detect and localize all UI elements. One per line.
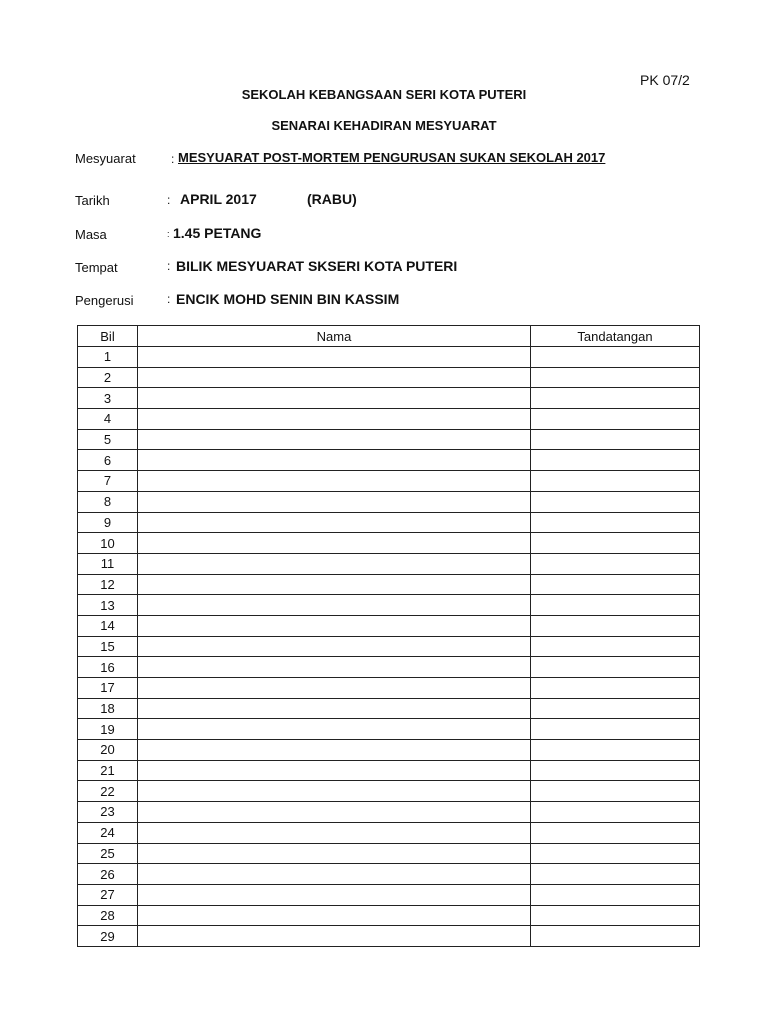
document-code: PK 07/2 xyxy=(640,72,690,88)
signature-cell[interactable] xyxy=(531,802,700,823)
header-tandatangan: Tandatangan xyxy=(531,326,700,347)
row-number: 27 xyxy=(78,884,138,905)
meeting-value: MESYUARAT POST-MORTEM PENGURUSAN SUKAN SEKOLAH 2017 xyxy=(178,150,606,165)
name-cell[interactable] xyxy=(138,884,531,905)
date-value: APRIL 2017 xyxy=(180,191,257,207)
signature-cell[interactable] xyxy=(531,905,700,926)
document-title: SENARAI KEHADIRAN MESYUARAT xyxy=(271,118,497,133)
table-row xyxy=(78,471,700,492)
table-row xyxy=(78,636,700,657)
date-day: (RABU) xyxy=(307,191,357,207)
date-label: Tarikh xyxy=(75,193,110,208)
time-value: 1.45 PETANG xyxy=(173,225,262,241)
row-number: 23 xyxy=(78,802,138,823)
name-cell[interactable] xyxy=(138,678,531,699)
row-number: 2 xyxy=(78,367,138,388)
table-row xyxy=(78,450,700,471)
signature-cell[interactable] xyxy=(531,926,700,947)
name-cell[interactable] xyxy=(138,926,531,947)
row-number: 26 xyxy=(78,864,138,885)
meeting-label: Mesyuarat xyxy=(75,151,136,166)
table-row xyxy=(78,429,700,450)
time-colon: : xyxy=(167,229,170,239)
row-number: 17 xyxy=(78,678,138,699)
table-row xyxy=(78,781,700,802)
name-cell[interactable] xyxy=(138,429,531,450)
attendance-table xyxy=(77,325,700,947)
table-row xyxy=(78,926,700,947)
row-number: 5 xyxy=(78,429,138,450)
row-number: 22 xyxy=(78,781,138,802)
signature-cell[interactable] xyxy=(531,347,700,368)
header-bil: Bil xyxy=(78,326,138,347)
table-row xyxy=(78,533,700,554)
row-number: 18 xyxy=(78,698,138,719)
row-number: 19 xyxy=(78,719,138,740)
date-colon: : xyxy=(167,193,171,207)
name-cell[interactable] xyxy=(138,719,531,740)
table-row xyxy=(78,657,700,678)
signature-cell[interactable] xyxy=(531,409,700,430)
signature-cell[interactable] xyxy=(531,781,700,802)
name-cell[interactable] xyxy=(138,802,531,823)
table-row xyxy=(78,822,700,843)
header-nama: Nama xyxy=(138,326,531,347)
table-row xyxy=(78,678,700,699)
name-cell[interactable] xyxy=(138,822,531,843)
row-number: 10 xyxy=(78,533,138,554)
signature-cell[interactable] xyxy=(531,843,700,864)
table-row xyxy=(78,760,700,781)
name-cell[interactable] xyxy=(138,905,531,926)
row-number: 6 xyxy=(78,450,138,471)
name-cell[interactable] xyxy=(138,698,531,719)
row-number: 7 xyxy=(78,471,138,492)
name-cell[interactable] xyxy=(138,574,531,595)
table-row xyxy=(78,802,700,823)
row-number: 25 xyxy=(78,843,138,864)
signature-cell[interactable] xyxy=(531,512,700,533)
table-row xyxy=(78,595,700,616)
name-cell[interactable] xyxy=(138,347,531,368)
name-cell[interactable] xyxy=(138,491,531,512)
signature-cell[interactable] xyxy=(531,657,700,678)
table-row xyxy=(78,347,700,368)
signature-cell[interactable] xyxy=(531,429,700,450)
row-number: 9 xyxy=(78,512,138,533)
row-number: 1 xyxy=(78,347,138,368)
table-row xyxy=(78,884,700,905)
row-number: 3 xyxy=(78,388,138,409)
table-row xyxy=(78,740,700,761)
table-row xyxy=(78,553,700,574)
signature-cell[interactable] xyxy=(531,884,700,905)
signature-cell[interactable] xyxy=(531,471,700,492)
name-cell[interactable] xyxy=(138,595,531,616)
signature-cell[interactable] xyxy=(531,760,700,781)
signature-cell[interactable] xyxy=(531,864,700,885)
venue-label: Tempat xyxy=(75,260,118,275)
name-cell[interactable] xyxy=(138,781,531,802)
signature-cell[interactable] xyxy=(531,367,700,388)
name-cell[interactable] xyxy=(138,843,531,864)
chair-colon: : xyxy=(167,292,171,306)
row-number: 13 xyxy=(78,595,138,616)
name-cell[interactable] xyxy=(138,864,531,885)
row-number: 28 xyxy=(78,905,138,926)
signature-cell[interactable] xyxy=(531,388,700,409)
name-cell[interactable] xyxy=(138,740,531,761)
table-row xyxy=(78,905,700,926)
table-row xyxy=(78,491,700,512)
table-row xyxy=(78,388,700,409)
table-header-row xyxy=(78,326,700,347)
name-cell[interactable] xyxy=(138,615,531,636)
name-cell[interactable] xyxy=(138,409,531,430)
signature-cell[interactable] xyxy=(531,615,700,636)
name-cell[interactable] xyxy=(138,553,531,574)
row-number: 14 xyxy=(78,615,138,636)
table-row xyxy=(78,698,700,719)
row-number: 11 xyxy=(78,553,138,574)
row-number: 21 xyxy=(78,760,138,781)
table-row xyxy=(78,574,700,595)
signature-cell[interactable] xyxy=(531,678,700,699)
signature-cell[interactable] xyxy=(531,450,700,471)
row-number: 15 xyxy=(78,636,138,657)
row-number: 4 xyxy=(78,409,138,430)
chair-value: ENCIK MOHD SENIN BIN KASSIM xyxy=(176,291,400,307)
signature-cell[interactable] xyxy=(531,636,700,657)
signature-cell[interactable] xyxy=(531,698,700,719)
name-cell[interactable] xyxy=(138,760,531,781)
signature-cell[interactable] xyxy=(531,740,700,761)
name-cell[interactable] xyxy=(138,367,531,388)
school-name: SEKOLAH KEBANGSAAN SERI KOTA PUTERI xyxy=(241,87,527,102)
row-number: 16 xyxy=(78,657,138,678)
row-number: 8 xyxy=(78,491,138,512)
signature-cell[interactable] xyxy=(531,491,700,512)
venue-colon: : xyxy=(167,259,171,273)
name-cell[interactable] xyxy=(138,471,531,492)
time-label: Masa xyxy=(75,227,107,242)
signature-cell[interactable] xyxy=(531,553,700,574)
table-row xyxy=(78,843,700,864)
signature-cell[interactable] xyxy=(531,719,700,740)
table-row xyxy=(78,367,700,388)
name-cell[interactable] xyxy=(138,450,531,471)
table-row xyxy=(78,512,700,533)
venue-value: BILIK MESYUARAT SKSERI KOTA PUTERI xyxy=(176,258,458,274)
name-cell[interactable] xyxy=(138,657,531,678)
signature-cell[interactable] xyxy=(531,533,700,554)
table-row xyxy=(78,409,700,430)
signature-cell[interactable] xyxy=(531,595,700,616)
name-cell[interactable] xyxy=(138,533,531,554)
row-number: 29 xyxy=(78,926,138,947)
name-cell[interactable] xyxy=(138,388,531,409)
signature-cell[interactable] xyxy=(531,574,700,595)
meeting-colon: : xyxy=(171,152,175,166)
row-number: 24 xyxy=(78,822,138,843)
table-row xyxy=(78,719,700,740)
chair-label: Pengerusi xyxy=(75,293,134,308)
name-cell[interactable] xyxy=(138,512,531,533)
signature-cell[interactable] xyxy=(531,822,700,843)
table-row xyxy=(78,864,700,885)
table-row xyxy=(78,615,700,636)
row-number: 12 xyxy=(78,574,138,595)
row-number: 20 xyxy=(78,740,138,761)
name-cell[interactable] xyxy=(138,636,531,657)
